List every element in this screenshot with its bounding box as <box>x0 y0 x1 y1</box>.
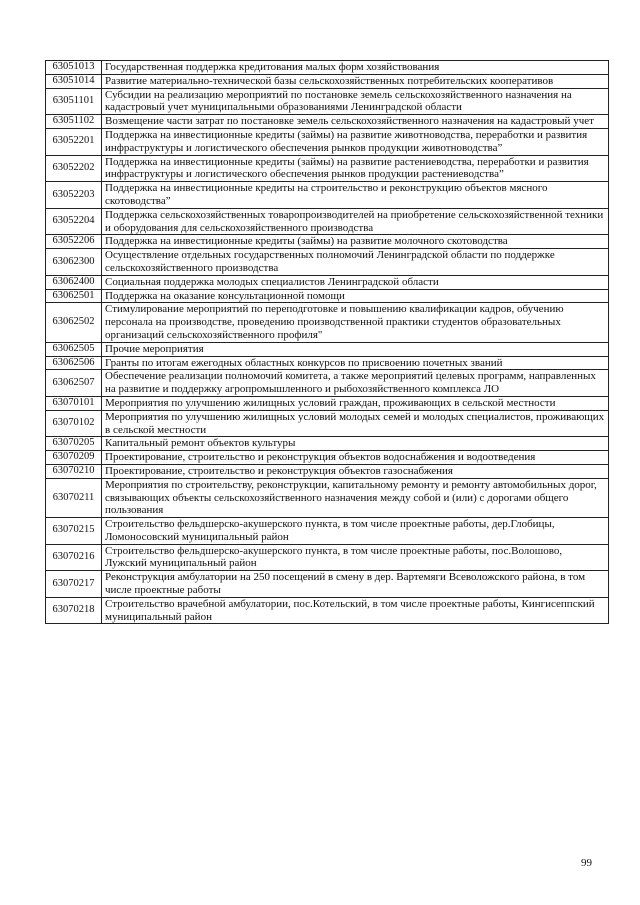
row-code: 63070211 <box>46 478 102 517</box>
row-description: Мероприятия по строительству, реконструкции, капитальному ремонту и ремонту автомобильных дорог, связывающих объекты сельскохозяйственного назначения между собой и (или) с дорогами общего пользования <box>102 478 609 517</box>
row-code: 63062507 <box>46 370 102 397</box>
row-description: Поддержка на инвестиционные кредиты на строительство и реконструкцию объектов мясного скотоводства” <box>102 182 609 209</box>
table-row <box>46 356 609 370</box>
row-description: Обеспечение реализации полномочий комитета, а также мероприятий целевых программ, направленных на развитие и поддержку агропромышленного и рыбохозяйственного комплекса ЛО <box>102 370 609 397</box>
budget-codes-table <box>45 60 609 624</box>
row-code: 63070210 <box>46 464 102 478</box>
row-description: Субсидии на реализацию мероприятий по постановке земель сельскохозяйственного назначения на кадастровый учет муниципальными образованиями Ленинградской области <box>102 88 609 115</box>
row-code: 63052206 <box>46 235 102 249</box>
row-code: 63062300 <box>46 249 102 276</box>
row-code: 63070217 <box>46 571 102 598</box>
row-code: 63070102 <box>46 410 102 437</box>
row-description: Проектирование, строительство и реконструкция объектов водоснабжения и водоотведения <box>102 451 609 465</box>
row-description: Прочие мероприятия <box>102 342 609 356</box>
row-code: 63052204 <box>46 208 102 235</box>
row-description: Проектирование, строительство и реконструкция объектов газоснабжения <box>102 464 609 478</box>
row-code: 63051013 <box>46 61 102 75</box>
table-row <box>46 74 609 88</box>
table-row <box>46 249 609 276</box>
row-description: Гранты по итогам ежегодных областных конкурсов по присвоению почетных званий <box>102 356 609 370</box>
row-description: Поддержка на инвестиционные кредиты (займы) на развитие молочного скотоводства <box>102 235 609 249</box>
row-description: Мероприятия по улучшению жилищных условий молодых семей и молодых специалистов, проживающих в сельской местности <box>102 410 609 437</box>
row-description: Поддержка сельскохозяйственных товаропроизводителей на приобретение сельскохозяйственной техники и оборудования для сельскохозяйственного производства <box>102 208 609 235</box>
table-row <box>46 544 609 571</box>
row-description: Осуществление отдельных государственных полномочий Ленинградской области по поддержке сельскохозяйственного производства <box>102 249 609 276</box>
table-row <box>46 370 609 397</box>
row-description: Стимулирование мероприятий по переподготовке и повышению квалификации кадров, обучению персонала на производстве, проведению производственной практики студентов образовательных организаций сельскохозяйственного профиля" <box>102 303 609 342</box>
table-row <box>46 155 609 182</box>
table-row <box>46 275 609 289</box>
row-code: 63070205 <box>46 437 102 451</box>
row-code: 63070209 <box>46 451 102 465</box>
table-row <box>46 208 609 235</box>
row-code: 63051102 <box>46 115 102 129</box>
row-description: Строительство фельдшерско-акушерского пункта, в том числе проектные работы, дер.Глобицы, Ломоносовский муниципальный район <box>102 518 609 545</box>
row-description: Реконструкция амбулатории на 250 посещений в смену в дер. Вартемяги Всеволожского района, в том числе проектные работы <box>102 571 609 598</box>
row-description: Развитие материально-технической базы сельскохозяйственных потребительских кооперативов <box>102 74 609 88</box>
row-description: Возмещение части затрат по постановке земель сельскохозяйственного назначения на кадастровый учет <box>102 115 609 129</box>
table-row <box>46 451 609 465</box>
table-body <box>46 61 609 624</box>
row-code: 63052202 <box>46 155 102 182</box>
row-code: 63062506 <box>46 356 102 370</box>
row-code: 63051101 <box>46 88 102 115</box>
page-number: 99 <box>581 857 592 869</box>
row-description: Поддержка на инвестиционные кредиты (займы) на развитие животноводства, переработки и развития инфраструктуры и логистического обеспечения рынков продукции животноводства” <box>102 128 609 155</box>
row-code: 63070218 <box>46 597 102 624</box>
row-code: 63070101 <box>46 396 102 410</box>
row-code: 63062502 <box>46 303 102 342</box>
table-row <box>46 61 609 75</box>
table-row <box>46 115 609 129</box>
table-row <box>46 128 609 155</box>
row-code: 63062400 <box>46 275 102 289</box>
row-description: Мероприятия по улучшению жилищных условий граждан, проживающих в сельской местности <box>102 396 609 410</box>
table-row <box>46 518 609 545</box>
row-description: Капитальный ремонт объектов культуры <box>102 437 609 451</box>
table-row <box>46 478 609 517</box>
table-row <box>46 88 609 115</box>
table-row <box>46 182 609 209</box>
table-row <box>46 396 609 410</box>
table-row <box>46 289 609 303</box>
row-code: 63051014 <box>46 74 102 88</box>
row-description: Строительство врачебной амбулатории, пос.Котельский, в том числе проектные работы, Кингисеппский муниципальный район <box>102 597 609 624</box>
row-description: Строительство фельдшерско-акушерского пункта, в том числе проектные работы, пос.Волошово, Лужский муниципальный район <box>102 544 609 571</box>
table-row <box>46 410 609 437</box>
row-description: Государственная поддержка кредитования малых форм хозяйствования <box>102 61 609 75</box>
row-description: Поддержка на инвестиционные кредиты (займы) на развитие растениеводства, переработки и развития инфраструктуры и логистического обеспечения рынков продукции растениеводства” <box>102 155 609 182</box>
table-row <box>46 235 609 249</box>
row-code: 63070215 <box>46 518 102 545</box>
row-code: 63062501 <box>46 289 102 303</box>
table-row <box>46 571 609 598</box>
table-row <box>46 342 609 356</box>
table-row <box>46 464 609 478</box>
table-row <box>46 437 609 451</box>
row-code: 63062505 <box>46 342 102 356</box>
row-description: Поддержка на оказание консультационной помощи <box>102 289 609 303</box>
table-row <box>46 303 609 342</box>
row-description: Социальная поддержка молодых специалистов Ленинградской области <box>102 275 609 289</box>
row-code: 63052201 <box>46 128 102 155</box>
row-code: 63070216 <box>46 544 102 571</box>
table-row <box>46 597 609 624</box>
row-code: 63052203 <box>46 182 102 209</box>
